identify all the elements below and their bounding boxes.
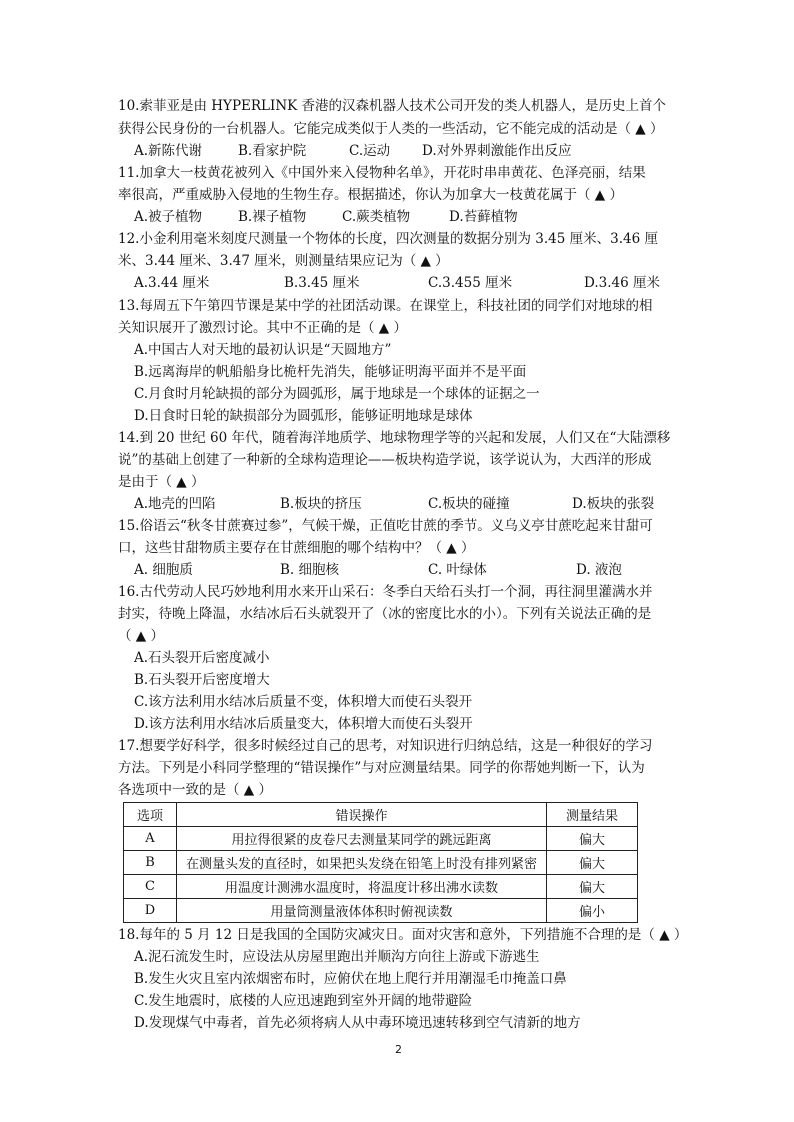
option-b: B.裸子植物 [238, 209, 307, 225]
question-16-option-a: A.石头裂开后密度减小 [134, 650, 270, 666]
option-d: D.苔藓植物 [449, 209, 518, 225]
question-16-option-d: D.该方法利用水结冰后质量变大，体积增大而使石头裂开 [134, 716, 473, 732]
question-12-line-2: 米、3.44 厘米、3.47 厘米，则测量结果应记为（ ▲ ） [118, 253, 449, 269]
option-c: C.蕨类植物 [342, 209, 411, 225]
cell-option: D [124, 899, 177, 923]
option-b: B.看家护院 [238, 143, 307, 159]
question-12-line-1: 12.小金利用毫米刻度尺测量一个物体的长度，四次测量的数据分别为 3.45 厘米、3.46 厘 [118, 231, 658, 247]
question-14-line-3: 是由于（ ▲ ） [118, 474, 205, 490]
option-c: C.运动 [349, 143, 391, 159]
option-a: A.3.44 厘米 [134, 275, 210, 291]
question-15-line-1: 15.俗语云“秋冬甘蔗赛过参”，气候干燥，正值吃甘蔗的季节。义乌义亭甘蔗吃起来甘甜可 [118, 518, 653, 534]
question-10-line-1: 10.索菲亚是由 HYPERLINK 香港的汉森机器人技术公司开发的类人机器人，是历史上首个 [118, 98, 667, 114]
question-10-line-2: 获得公民身份的一台机器人。它能完成类似于人类的一些活动，它不能完成的活动是（ ▲ ） [118, 121, 664, 137]
option-c: C.板块的碰撞 [428, 496, 510, 512]
table-header-row [124, 803, 638, 827]
cell-result: 偏大 [547, 827, 638, 851]
option-a: A.新陈代谢 [134, 143, 203, 159]
question-16-line-1: 16.古代劳动人民巧妙地利用水来开山采石：冬季白天给石头打一个洞，再往洞里灌满水并 [118, 584, 653, 600]
question-17-line-1: 17.想要学好科学，很多时候经过自己的思考，对知识进行归纳总结，这是一种很好的学习 [118, 738, 653, 754]
cell-result: 偏大 [547, 851, 638, 875]
error-operation-table [123, 802, 638, 923]
cell-operation: 用温度计测沸水温度时，将温度计移出沸水读数 [177, 875, 547, 899]
question-18-option-c: C.发生地震时，底楼的人应迅速跑到室外开阔的地带避险 [134, 993, 473, 1009]
question-18-option-b: B.发生火灾且室内浓烟密布时，应俯伏在地上爬行并用潮湿毛巾掩盖口鼻 [134, 971, 567, 987]
question-13-line-2: 关知识展开了激烈讨论。其中不正确的是（ ▲ ） [118, 320, 407, 336]
question-13-option-b: B.远离海岸的帆船船身比桅杆先消失，能够证明海平面并不是平面 [134, 364, 527, 380]
question-13-line-1: 13.每周五下午第四节课是某中学的社团活动课。在课堂上，科技社团的同学们对地球的相 [118, 298, 653, 314]
question-13-option-a: A.中国古人对天地的最初认识是“天圆地方” [134, 342, 392, 358]
cell-option: B [124, 851, 177, 875]
question-18-option-a: A.泥石流发生时，应设法从房屋里跑出并顺沟方向往上游或下游逃生 [134, 949, 540, 965]
question-11-line-1: 11.加拿大一枝黄花被列入《中国外来入侵物种名单》，开花时串串黄花、色泽亮丽，结果 [118, 165, 646, 181]
question-18-option-d: D.发现煤气中毒者，首先必须将病人从中毒环境迅速转移到空气清新的地方 [134, 1015, 581, 1031]
option-c: C. 叶绿体 [428, 562, 487, 578]
table-row [124, 851, 638, 875]
question-16-option-b: B.石头裂开后密度增大 [134, 672, 270, 688]
option-d: D.板块的张裂 [572, 496, 655, 512]
table-row [124, 899, 638, 923]
header-option: 选项 [124, 803, 177, 827]
header-operation: 错误操作 [177, 803, 547, 827]
cell-operation: 在测量头发的直径时，如果把头发绕在铅笔上时没有排列紧密 [177, 851, 547, 875]
header-result: 测量结果 [547, 803, 638, 827]
question-16-line-3: （ ▲ ） [118, 628, 164, 644]
question-11-line-2: 率很高，严重威胁入侵地的生物生存。根据描述，你认为加拿大一枝黄花属于（ ▲ ） [118, 187, 623, 203]
question-17-line-3: 各选项中一致的是（ ▲ ） [118, 782, 272, 798]
cell-operation: 用量筒测量液体体积时俯视读数 [177, 899, 547, 923]
table-row [124, 875, 638, 899]
question-17-line-2: 方法。下列是小科同学整理的“错误操作”与对应测量结果。同学的你帮她判断一下，认为 [118, 760, 645, 776]
option-b: B.板块的挤压 [280, 496, 362, 512]
question-14-line-1: 14.到 20 世纪 60 年代，随着海洋地质学、地球物理学等的兴起和发展，人们又在“大陆漂移 [118, 430, 671, 446]
cell-result: 偏小 [547, 899, 638, 923]
cell-result: 偏大 [547, 875, 638, 899]
cell-operation: 用拉得很紧的皮卷尺去测量某同学的跳远距离 [177, 827, 547, 851]
option-c: C.3.455 厘米 [428, 275, 513, 291]
question-13-option-c: C.月食时月轮缺损的部分为圆弧形，属于地球是一个球体的证据之一 [134, 386, 540, 402]
question-16-line-2: 封实，待晚上降温，水结冰后石头就裂开了（冰的密度比水的小）。下列有关说法正确的是 [118, 606, 652, 622]
option-d: D.3.46 厘米 [584, 275, 660, 291]
question-14-line-2: 说”的基础上创建了一种新的全球构造理论——板块构造学说，该学说认为，大西洋的形成 [118, 452, 652, 468]
page-number: 2 [395, 1043, 402, 1056]
option-d: D. 液泡 [576, 562, 622, 578]
question-18-line-1: 18.每年的 5 月 12 日是我国的全国防灾减灾日。面对灾害和意外，下列措施不合理的是（ ▲ ） [118, 927, 688, 943]
option-d: D.对外界刺激能作出反应 [422, 143, 572, 159]
cell-option: C [124, 875, 177, 899]
question-16-option-c: C.该方法利用水结冰后质量不变，体积增大而使石头裂开 [134, 694, 473, 710]
cell-option: A [124, 827, 177, 851]
option-a: A.被子植物 [134, 209, 203, 225]
option-b: B. 细胞核 [280, 562, 340, 578]
question-13-option-d: D.日食时日轮的缺损部分为圆弧形，能够证明地球是球体 [134, 408, 473, 424]
question-15-line-2: 口，这些甘甜物质主要存在甘蔗细胞的哪个结构中？（ ▲ ） [118, 540, 475, 556]
option-a: A.地壳的凹陷 [134, 496, 216, 512]
option-b: B.3.45 厘米 [284, 275, 360, 291]
table-row [124, 827, 638, 851]
option-a: A. 细胞质 [134, 562, 193, 578]
